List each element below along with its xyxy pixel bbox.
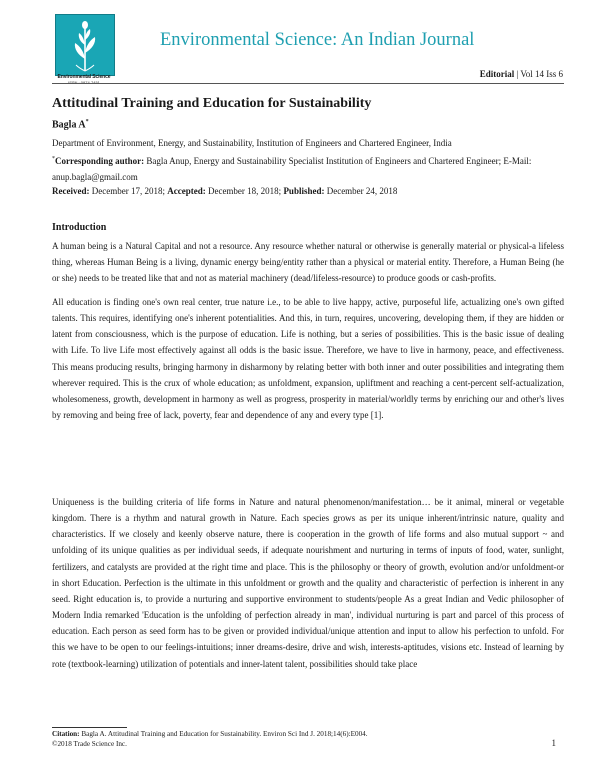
section-heading-introduction: Introduction — [52, 222, 107, 233]
corr-text: Bagla Anup, Energy and Sustainability Specialist Institution of Engineers and Chartered Engineer; E-Mail: anup.bagla@gmail.com — [52, 156, 532, 183]
copyright: ©2018 Trade Science Inc. — [52, 740, 127, 748]
body-paragraph-2: All education is finding one's own real center, true nature i.e., to be able to live happy, active, purposeful life, actualizing one's own gifted talents. This requires, identifying one's inherent potentialities. And this, in turn, requires, uncovering, developing them, if they are hidden or latent from consciousness, which is the purpose of education. Life is nothing, but a series of possibilities. This is the basic issue of dealing with Life. To live Life most effectively against all odds is the basic issue. Therefore, we have to live in harmony, peace, and effectiveness. This means producing results, bringing harmony in disharmony by relating better with both inner and outer possibilities and integrating them wherever required. This is the crux of whole education; as unfoldment, expansion, upliftment and reaching a cent-percent self-actualization, wholesomeness, growth, development in harmony as well as progress, prosperity in material/worldly terms by enriching our and other's lives by removing and being free of lack, poverty, fear and dependence of any and every type [1]. — [52, 297, 564, 421]
body-paragraph-3: Uniqueness is the building criteria of life forms in Nature and natural phenomenon/manifestation… be it animal, mineral or vegetable kingdom. There is a rhythm and natural growth in Nature. Each species grows as per its unique inherent/intrinsic nature, quality and characteristics. If we closely and keenly observe nature, there is cooperation in the growth of life forms and also mutual support ~ and unfolding of its unique qualities as per individual seeds, if adequate nourishment and nurturing in terms of inputs of food, water, sunlight, fertilizers, and catalysts are provided at the right time and place. This is the philosophy or theory of growth, evolution and/or unfoldment-or in short Education. Perfection is the ultimate in this unfoldment or growth and the quality and characteristic of perfection is inherent in any seed. Right education is, to provide a nurturing and supportive environment to students/people As a great Indian and Vedic philosopher of Modern India remarked 'Education is the unfolding of perfection already in man', individual nurturing is part and parcel of this process of education. Each person as seed form has to be given or provided individual/unique attention and input to allow his perfection to unfold. For this we have to be open to our feelings-intuitions; inner dreams-desire, drive and wish, interests-aptitudes, visions etc. Instead of learning by rote (textbook-learning) utilization of potentials and inner-latent talent, possibilities should take place — [52, 497, 564, 669]
accepted-label: Accepted: — [167, 186, 206, 196]
paper-title: Attitudinal Training and Education for Sustainability — [52, 96, 372, 111]
corr-mark: * — [52, 156, 55, 162]
footer-rule — [52, 727, 127, 728]
citation-label: Citation: — [52, 730, 80, 738]
body-paragraph-1: A human being is a Natural Capital and not a resource. Any resource whether natural or otherwise is generally material or physical-a lifeless thing, whereas Human Being is a living, dynamic energy being/entity rather than a physical or material entity. Therefore, a Human Being (he or she) needs to be treated like that and not as material machinery (dead/lifeless-resource) to produce goods or cash-profits. — [52, 241, 564, 284]
page-number: 1 — [551, 738, 556, 748]
published-label: Published: — [283, 186, 325, 196]
received-date: December 17, 2018; — [89, 186, 168, 196]
article-type: Editorial — [479, 69, 515, 79]
journal-logo — [55, 14, 115, 76]
issue-info — [480, 69, 563, 79]
journal-title: Environmental Science: An Indian Journal — [160, 30, 475, 50]
dates-line — [52, 183, 564, 199]
logo-name: Environmental Science — [57, 74, 111, 80]
accepted-date: December 18, 2018; — [205, 186, 284, 196]
author-mark: * — [85, 119, 89, 125]
author-line — [52, 119, 89, 130]
volume-issue: Vol 14 Iss 6 — [520, 69, 563, 79]
affiliation: Department of Environment, Energy, and Sustainability, Institution of Engineers and Chartered Engineer, India — [52, 138, 452, 148]
logo-issn: ISSN : 0974-7451 — [68, 80, 100, 85]
corr-label: Corresponding author: — [55, 156, 145, 166]
citation — [52, 730, 368, 738]
received-label: Received: — [52, 186, 90, 196]
plant-logo-icon — [56, 15, 114, 75]
author-name: Bagla A — [52, 119, 86, 131]
corresponding-author — [52, 151, 564, 185]
header-rule — [52, 83, 564, 84]
issue-separator: | — [514, 69, 521, 79]
published-date: December 24, 2018 — [324, 186, 398, 196]
citation-text: Bagla A. Attitudinal Training and Education for Sustainability. Environ Sci Ind J. 2018;14(6):E004. — [79, 730, 368, 738]
